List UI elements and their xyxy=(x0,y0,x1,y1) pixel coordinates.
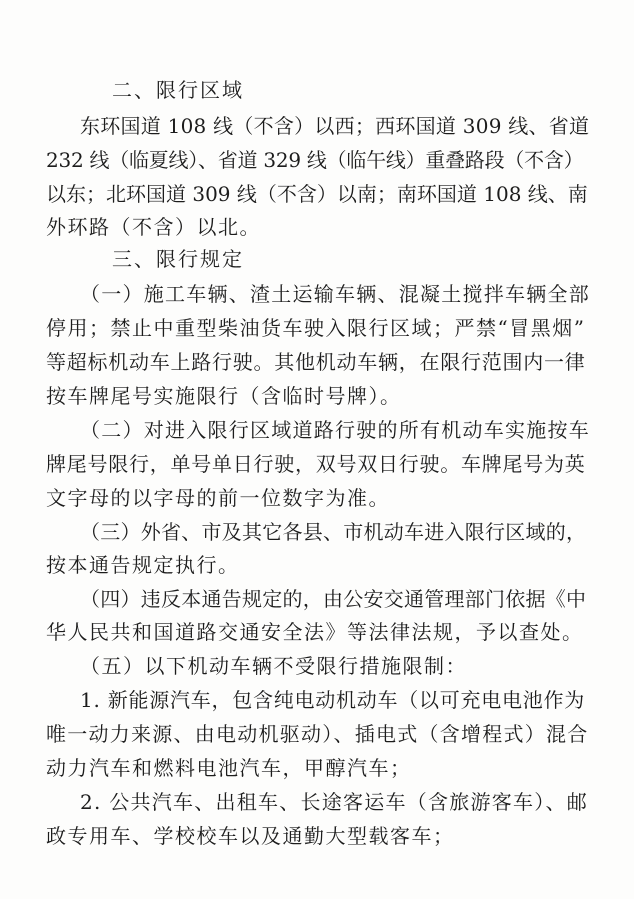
paragraph-line: 牌尾号限行，单号单日行驶，双号双日行驶。车牌尾号为英 xyxy=(46,452,586,476)
list-item-line: 动力汽车和燃料电池汽车，甲醇汽车； xyxy=(46,756,412,780)
paragraph-line: 等超标机动车上路行驶。其他机动车辆，在限行范围内一律 xyxy=(46,350,586,374)
section-heading-restricted-area: 二、限行区域 xyxy=(112,78,244,102)
list-item-line: 2. 公共汽车、出租车、长途客运车（含旅游客车）、邮 xyxy=(80,790,588,814)
paragraph-line: 232 线（临夏线）、省道 329 线（临午线）重叠路段（不含） xyxy=(46,148,584,172)
paragraph-line: 外环路（不含）以北。 xyxy=(46,215,261,239)
paragraph-line: 文字母的以字母的前一位数字为准。 xyxy=(46,486,390,510)
paragraph-line: （四）违反本通告规定的，由公安交通管理部门依据《中 xyxy=(80,587,587,611)
paragraph-line: （二）对进入限行区域道路行驶的所有机动车实施按车 xyxy=(80,418,590,442)
paragraph-line: 以东；北环国道 309 线（不含）以南；南环国道 108 线、南 xyxy=(46,182,588,206)
paragraph-line: （一）施工车辆、渣土运输车辆、混凝土搅拌车辆全部 xyxy=(80,282,590,306)
list-item-line: 1. 新能源汽车，包含纯电动机动车（以可充电电池作为 xyxy=(80,688,585,712)
paragraph-line: 停用；禁止中重型柴油货车驶入限行区域；严禁“冒黑烟” xyxy=(46,316,586,340)
paragraph-line: （三）外省、市及其它各县、市机动车进入限行区域的， xyxy=(80,520,587,544)
paragraph-line: 东环国道 108 线（不含）以西；西环国道 309 线、省道 xyxy=(80,114,590,138)
paragraph-line: 华人民共和国道路交通安全法》等法律法规，予以查处。 xyxy=(46,620,584,644)
paragraph-line: 按车牌尾号实施限行（含临时号牌）。 xyxy=(46,384,402,408)
paragraph-line: 按本通告规定执行。 xyxy=(46,553,240,577)
section-heading-restriction-rules: 三、限行规定 xyxy=(112,247,244,271)
list-item-line: 政专用车、学校校车以及通勤大型载客车； xyxy=(46,824,455,848)
paragraph-line: （五）以下机动车辆不受限行措施限制： xyxy=(80,654,467,678)
list-item-line: 唯一动力来源、由电动机驱动）、插电式（含增程式）混合 xyxy=(46,722,589,746)
